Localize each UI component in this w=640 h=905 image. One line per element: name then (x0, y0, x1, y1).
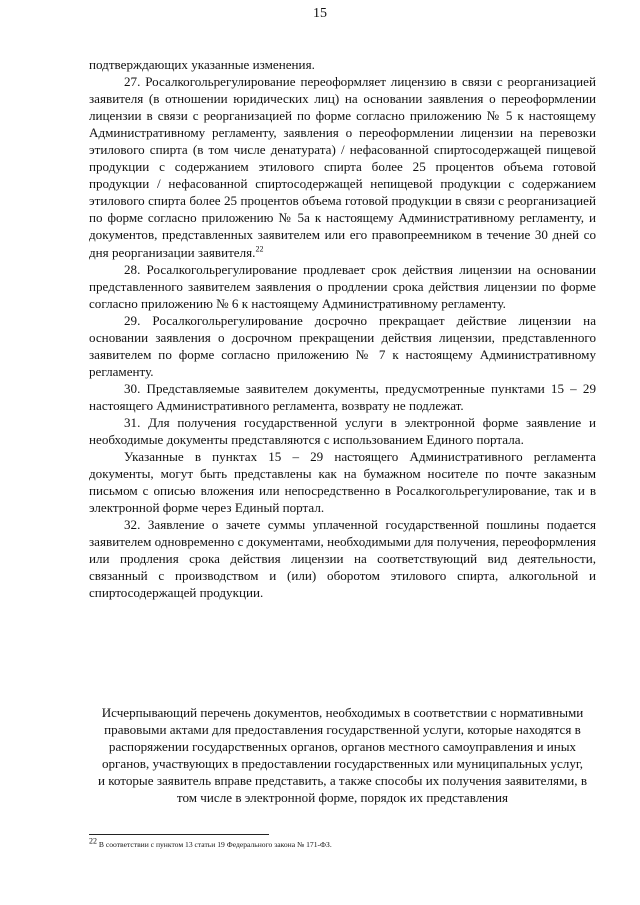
paragraph-31-continued (89, 448, 596, 516)
paragraph-27 (89, 73, 596, 261)
footnote-text: В соответствии с пунктом 13 статьи 19 Федерального закона № 171-ФЗ. (98, 840, 332, 849)
section-heading-text: Исчерпывающий перечень документов, необходимых в соответствии с нормативными правовыми актами для предоставления государственной услуги, которые находятся в распоряжении государственных органов, органов местного самоуправления и иных органов, участвующих в предоставлении государственных или муниципальных услуг, и которые заявитель вправе представить, а также способы их получения заявителями, в том числе в электронной форме, порядок их представления (97, 705, 588, 806)
paragraph-28 (89, 261, 596, 312)
paragraph-text: 27. Росалкогольрегулирование переоформляет лицензию в связи с реорганизацией заявителя (в отношении юридических лиц) на основании заявления о переоформлении лицензии в связи с реорганизацией по форме согласно приложению № 5 к настоящему Административному регламенту, заявления о переоформлении лицензии на перевозки этилового спирта (в том числе денатурата) / нефасованной спиртосодержащей пищевой продукции с содержанием этилового спирта более 25 процентов объема готовой продукции / нефасованной спиртосодержащей непищевой продукции с содержанием этилового спирта более 25 процентов объема готовой продукции в связи с реорганизацией по форме согласно приложению № 5а к настоящему Административному регламенту, и документов, представленных заявителем или его правопреемником в течение 30 дней со дня реорганизации заявителя. (89, 74, 596, 260)
paragraph-29 (89, 312, 596, 380)
footnote-divider (89, 834, 269, 835)
paragraph-32 (89, 516, 596, 601)
paragraph-text: 28. Росалкогольрегулирование продлевает срок действия лицензии на основании представленного заявителем заявления о продлении срока действия лицензии по форме согласно приложению № 6 к настоящему Административному регламенту. (89, 261, 596, 311)
section-heading (89, 704, 596, 806)
footnote-reference: 22 (255, 244, 264, 254)
paragraph-text: подтверждающих указанные изменения. (89, 57, 315, 72)
paragraph-continuation (89, 56, 596, 73)
footnote (89, 836, 596, 850)
paragraph-31 (89, 414, 596, 448)
body-text (89, 56, 596, 602)
paragraph-text: 29. Росалкогольрегулирование досрочно прекращает действие лицензии на основании заявления о досрочном прекращении действия лицензии, представленного заявителем по форме согласно приложению № 7 к настоящему Административному регламенту. (89, 312, 596, 379)
paragraph-text: 30. Представляемые заявителем документы, предусмотренные пунктами 15 – 29 настоящего Административного регламента, возврату не подлежат. (89, 380, 596, 413)
paragraph-text: 31. Для получения государственной услуги в электронной форме заявление и необходимые документы представляются с использованием Единого портала. (89, 414, 596, 448)
paragraph-text: Указанные в пунктах 15 – 29 настоящего Административного регламента документы, могут быть представлены как на бумажном носителе по почте заказным письмом с описью вложения или непосредственно в Росалкогольрегулирование, так и в электронной форме через Единый портал. (89, 449, 596, 516)
footnote-marker: 22 (89, 836, 97, 846)
page-number: 15 (313, 6, 327, 21)
paragraph-text: 32. Заявление о зачете суммы уплаченной государственной пошлины подается заявителем одновременно с документами, необходимыми для получения, переоформления или продления срока действия лицензии на соответствующий вид деятельности, связанный с производством и (или) оборотом этилового спирта, алкогольной и спиртосодержащей продукции. (89, 517, 596, 601)
paragraph-30 (89, 380, 596, 414)
